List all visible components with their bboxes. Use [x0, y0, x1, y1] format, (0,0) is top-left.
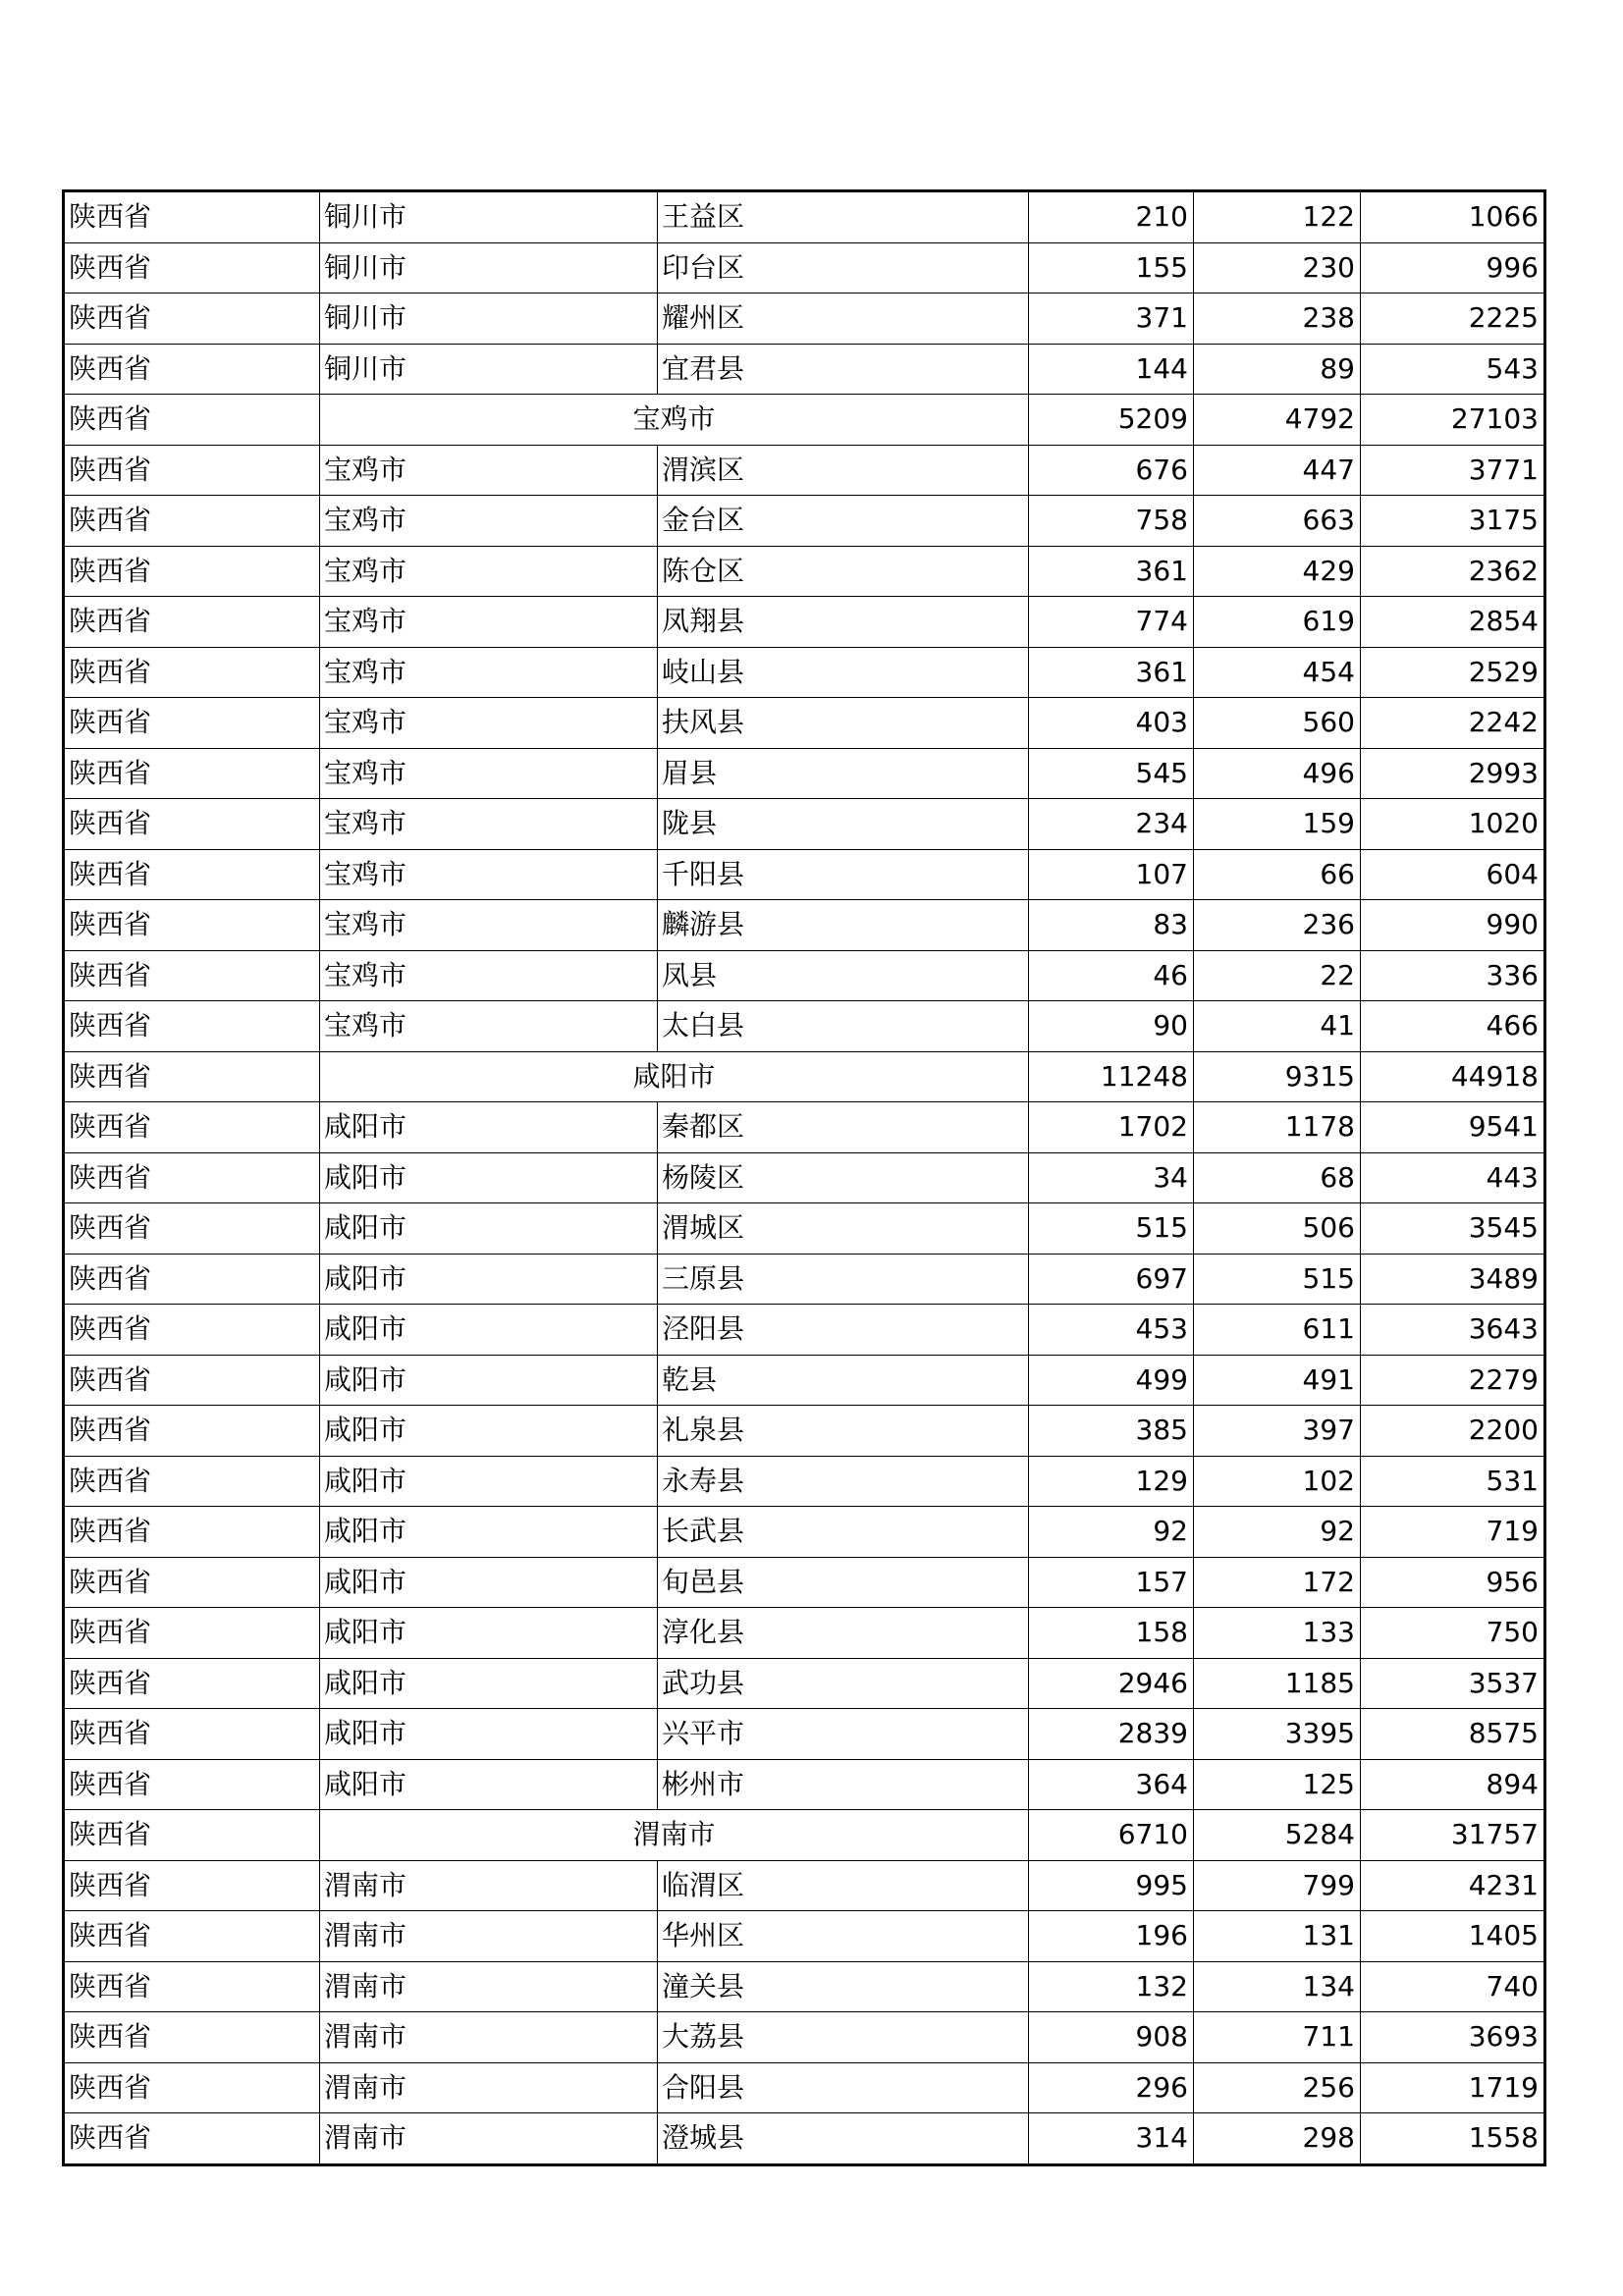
value-cell-2: 447: [1194, 445, 1361, 496]
table-row: [64, 344, 1545, 395]
value-cell-3: 3489: [1361, 1254, 1545, 1305]
value-cell-3: 543: [1361, 344, 1545, 395]
table-row: [64, 445, 1545, 496]
value-cell-2: 159: [1194, 799, 1361, 850]
value-cell-3: 466: [1361, 1001, 1545, 1052]
city-cell: 咸阳市: [320, 1608, 658, 1659]
province-cell: 陕西省: [64, 698, 320, 749]
value-cell-3: 956: [1361, 1557, 1545, 1608]
value-cell-2: 1178: [1194, 1102, 1361, 1153]
province-cell: 陕西省: [64, 1759, 320, 1810]
value-cell-2: 496: [1194, 748, 1361, 799]
value-cell-2: 236: [1194, 900, 1361, 951]
value-cell-1: 1702: [1029, 1102, 1194, 1153]
value-cell-2: 89: [1194, 344, 1361, 395]
province-cell: 陕西省: [64, 950, 320, 1001]
province-cell: 陕西省: [64, 344, 320, 395]
table-row: [64, 1860, 1545, 1911]
value-cell-1: 34: [1029, 1152, 1194, 1203]
city-cell: 咸阳市: [320, 1456, 658, 1507]
district-cell: 扶风县: [658, 698, 1029, 749]
district-cell: 王益区: [658, 191, 1029, 243]
city-subtotal-cell: 咸阳市: [320, 1051, 1029, 1102]
value-cell-2: 131: [1194, 1911, 1361, 1962]
value-cell-3: 3545: [1361, 1203, 1545, 1255]
value-cell-3: 2242: [1361, 698, 1545, 749]
district-cell: 旬邑县: [658, 1557, 1029, 1608]
value-cell-1: 361: [1029, 647, 1194, 698]
value-cell-2: 711: [1194, 2012, 1361, 2063]
district-cell: 武功县: [658, 1658, 1029, 1709]
value-cell-1: 92: [1029, 1507, 1194, 1558]
value-cell-3: 2993: [1361, 748, 1545, 799]
subtotal-row: [64, 1051, 1545, 1102]
city-cell: 咸阳市: [320, 1557, 658, 1608]
table-row: [64, 1305, 1545, 1356]
value-cell-2: 560: [1194, 698, 1361, 749]
table-row: [64, 597, 1545, 648]
city-cell: 宝鸡市: [320, 799, 658, 850]
table-row: [64, 1456, 1545, 1507]
value-cell-1: 234: [1029, 799, 1194, 850]
city-cell: 渭南市: [320, 2012, 658, 2063]
subtotal-row: [64, 395, 1545, 446]
province-cell: 陕西省: [64, 1254, 320, 1305]
city-subtotal-cell: 宝鸡市: [320, 395, 1029, 446]
table-row: [64, 1001, 1545, 1052]
province-cell: 陕西省: [64, 1961, 320, 2012]
district-cell: 印台区: [658, 242, 1029, 294]
city-cell: 咸阳市: [320, 1759, 658, 1810]
value-cell-3: 2854: [1361, 597, 1545, 648]
district-cell: 永寿县: [658, 1456, 1029, 1507]
value-cell-1: 2946: [1029, 1658, 1194, 1709]
value-cell-1: 995: [1029, 1860, 1194, 1911]
city-cell: 咸阳市: [320, 1406, 658, 1457]
value-cell-2: 68: [1194, 1152, 1361, 1203]
table-row: [64, 1911, 1545, 1962]
value-cell-3: 2279: [1361, 1355, 1545, 1406]
province-cell: 陕西省: [64, 799, 320, 850]
district-cell: 杨陵区: [658, 1152, 1029, 1203]
province-cell: 陕西省: [64, 1305, 320, 1356]
district-cell: 太白县: [658, 1001, 1029, 1052]
city-cell: 咸阳市: [320, 1355, 658, 1406]
value-cell-1: 90: [1029, 1001, 1194, 1052]
province-cell: 陕西省: [64, 2113, 320, 2165]
value-cell-2: 133: [1194, 1608, 1361, 1659]
province-cell: 陕西省: [64, 1860, 320, 1911]
city-cell: 宝鸡市: [320, 597, 658, 648]
value-cell-2: 663: [1194, 496, 1361, 547]
province-cell: 陕西省: [64, 1911, 320, 1962]
value-cell-3: 1405: [1361, 1911, 1545, 1962]
city-cell: 咸阳市: [320, 1658, 658, 1709]
table-row: [64, 546, 1545, 597]
value-cell-3: 27103: [1361, 395, 1545, 446]
value-cell-3: 3643: [1361, 1305, 1545, 1356]
value-cell-2: 134: [1194, 1961, 1361, 2012]
table-row: [64, 2113, 1545, 2165]
city-cell: 咸阳市: [320, 1152, 658, 1203]
value-cell-2: 5284: [1194, 1810, 1361, 1861]
district-cell: 千阳县: [658, 849, 1029, 900]
province-cell: 陕西省: [64, 2062, 320, 2113]
table-row: [64, 849, 1545, 900]
district-cell: 金台区: [658, 496, 1029, 547]
value-cell-1: 144: [1029, 344, 1194, 395]
table-row: [64, 1507, 1545, 1558]
province-cell: 陕西省: [64, 445, 320, 496]
city-cell: 宝鸡市: [320, 546, 658, 597]
value-cell-3: 719: [1361, 1507, 1545, 1558]
value-cell-3: 31757: [1361, 1810, 1545, 1861]
table-row: [64, 799, 1545, 850]
table-row: [64, 1102, 1545, 1153]
city-cell: 咸阳市: [320, 1102, 658, 1153]
city-cell: 宝鸡市: [320, 950, 658, 1001]
subtotal-row: [64, 1810, 1545, 1861]
value-cell-2: 611: [1194, 1305, 1361, 1356]
city-cell: 宝鸡市: [320, 849, 658, 900]
city-cell: 宝鸡市: [320, 647, 658, 698]
value-cell-3: 1719: [1361, 2062, 1545, 2113]
value-cell-2: 66: [1194, 849, 1361, 900]
table-row: [64, 748, 1545, 799]
city-subtotal-cell: 渭南市: [320, 1810, 1029, 1861]
value-cell-2: 799: [1194, 1860, 1361, 1911]
value-cell-1: 453: [1029, 1305, 1194, 1356]
province-cell: 陕西省: [64, 647, 320, 698]
district-cell: 华州区: [658, 1911, 1029, 1962]
value-cell-2: 515: [1194, 1254, 1361, 1305]
value-cell-3: 3175: [1361, 496, 1545, 547]
province-cell: 陕西省: [64, 1557, 320, 1608]
value-cell-2: 298: [1194, 2113, 1361, 2165]
district-cell: 澄城县: [658, 2113, 1029, 2165]
province-cell: 陕西省: [64, 1507, 320, 1558]
city-cell: 渭南市: [320, 2062, 658, 2113]
value-cell-3: 2225: [1361, 294, 1545, 345]
city-cell: 宝鸡市: [320, 445, 658, 496]
value-cell-2: 397: [1194, 1406, 1361, 1457]
value-cell-2: 506: [1194, 1203, 1361, 1255]
value-cell-3: 740: [1361, 1961, 1545, 2012]
value-cell-1: 296: [1029, 2062, 1194, 2113]
table-row: [64, 1406, 1545, 1457]
value-cell-3: 3537: [1361, 1658, 1545, 1709]
value-cell-1: 545: [1029, 748, 1194, 799]
value-cell-1: 361: [1029, 546, 1194, 597]
value-cell-1: 676: [1029, 445, 1194, 496]
value-cell-3: 1066: [1361, 191, 1545, 243]
city-cell: 渭南市: [320, 1911, 658, 1962]
district-cell: 大荔县: [658, 2012, 1029, 2063]
province-cell: 陕西省: [64, 1658, 320, 1709]
value-cell-3: 604: [1361, 849, 1545, 900]
value-cell-2: 256: [1194, 2062, 1361, 2113]
city-cell: 宝鸡市: [320, 748, 658, 799]
value-cell-3: 1020: [1361, 799, 1545, 850]
value-cell-1: 515: [1029, 1203, 1194, 1255]
value-cell-3: 443: [1361, 1152, 1545, 1203]
district-cell: 宜君县: [658, 344, 1029, 395]
value-cell-1: 314: [1029, 2113, 1194, 2165]
city-cell: 咸阳市: [320, 1305, 658, 1356]
value-cell-2: 429: [1194, 546, 1361, 597]
city-cell: 渭南市: [320, 1961, 658, 2012]
value-cell-2: 125: [1194, 1759, 1361, 1810]
district-cell: 长武县: [658, 1507, 1029, 1558]
city-cell: 咸阳市: [320, 1507, 658, 1558]
value-cell-1: 196: [1029, 1911, 1194, 1962]
value-cell-1: 155: [1029, 242, 1194, 294]
value-cell-3: 894: [1361, 1759, 1545, 1810]
value-cell-1: 6710: [1029, 1810, 1194, 1861]
value-cell-1: 46: [1029, 950, 1194, 1001]
province-cell: 陕西省: [64, 2012, 320, 2063]
value-cell-3: 996: [1361, 242, 1545, 294]
city-cell: 铜川市: [320, 344, 658, 395]
value-cell-3: 2362: [1361, 546, 1545, 597]
value-cell-3: 9541: [1361, 1102, 1545, 1153]
value-cell-1: 158: [1029, 1608, 1194, 1659]
province-cell: 陕西省: [64, 191, 320, 243]
value-cell-2: 230: [1194, 242, 1361, 294]
district-cell: 礼泉县: [658, 1406, 1029, 1457]
city-cell: 宝鸡市: [320, 496, 658, 547]
province-cell: 陕西省: [64, 1406, 320, 1457]
value-cell-1: 758: [1029, 496, 1194, 547]
value-cell-2: 491: [1194, 1355, 1361, 1406]
district-cell: 彬州市: [658, 1759, 1029, 1810]
value-cell-1: 908: [1029, 2012, 1194, 2063]
district-cell: 渭城区: [658, 1203, 1029, 1255]
province-cell: 陕西省: [64, 1810, 320, 1861]
value-cell-2: 92: [1194, 1507, 1361, 1558]
district-cell: 临渭区: [658, 1860, 1029, 1911]
table-row: [64, 950, 1545, 1001]
table-row: [64, 1355, 1545, 1406]
value-cell-1: 210: [1029, 191, 1194, 243]
value-cell-1: 403: [1029, 698, 1194, 749]
value-cell-2: 454: [1194, 647, 1361, 698]
province-cell: 陕西省: [64, 1203, 320, 1255]
city-cell: 铜川市: [320, 294, 658, 345]
value-cell-3: 750: [1361, 1608, 1545, 1659]
province-cell: 陕西省: [64, 1456, 320, 1507]
value-cell-1: 364: [1029, 1759, 1194, 1810]
value-cell-1: 5209: [1029, 395, 1194, 446]
value-cell-2: 102: [1194, 1456, 1361, 1507]
city-cell: 宝鸡市: [320, 900, 658, 951]
value-cell-2: 1185: [1194, 1658, 1361, 1709]
district-cell: 眉县: [658, 748, 1029, 799]
value-cell-1: 83: [1029, 900, 1194, 951]
value-cell-1: 2839: [1029, 1709, 1194, 1760]
value-cell-2: 122: [1194, 191, 1361, 243]
province-cell: 陕西省: [64, 496, 320, 547]
value-cell-1: 129: [1029, 1456, 1194, 1507]
city-cell: 宝鸡市: [320, 698, 658, 749]
table-row: [64, 1557, 1545, 1608]
district-cell: 凤翔县: [658, 597, 1029, 648]
province-cell: 陕西省: [64, 395, 320, 446]
table-row: [64, 1152, 1545, 1203]
district-cell: 岐山县: [658, 647, 1029, 698]
value-cell-1: 697: [1029, 1254, 1194, 1305]
table-row: [64, 496, 1545, 547]
province-cell: 陕西省: [64, 748, 320, 799]
value-cell-2: 4792: [1194, 395, 1361, 446]
table-row: [64, 1961, 1545, 2012]
value-cell-1: 157: [1029, 1557, 1194, 1608]
table-body: [64, 191, 1545, 2165]
province-cell: 陕西省: [64, 1709, 320, 1760]
value-cell-3: 3693: [1361, 2012, 1545, 2063]
district-cell: 淳化县: [658, 1608, 1029, 1659]
value-cell-3: 8575: [1361, 1709, 1545, 1760]
district-cell: 兴平市: [658, 1709, 1029, 1760]
value-cell-3: 2200: [1361, 1406, 1545, 1457]
value-cell-3: 4231: [1361, 1860, 1545, 1911]
district-cell: 渭滨区: [658, 445, 1029, 496]
value-cell-1: 499: [1029, 1355, 1194, 1406]
data-table: [62, 189, 1546, 2166]
value-cell-1: 11248: [1029, 1051, 1194, 1102]
table-row: [64, 900, 1545, 951]
table-row: [64, 2012, 1545, 2063]
province-cell: 陕西省: [64, 1608, 320, 1659]
table-row: [64, 191, 1545, 243]
city-cell: 渭南市: [320, 2113, 658, 2165]
province-cell: 陕西省: [64, 597, 320, 648]
city-cell: 咸阳市: [320, 1709, 658, 1760]
district-cell: 潼关县: [658, 1961, 1029, 2012]
value-cell-3: 990: [1361, 900, 1545, 951]
value-cell-3: 44918: [1361, 1051, 1545, 1102]
value-cell-2: 172: [1194, 1557, 1361, 1608]
province-cell: 陕西省: [64, 294, 320, 345]
city-cell: 咸阳市: [320, 1203, 658, 1255]
province-cell: 陕西省: [64, 546, 320, 597]
value-cell-3: 336: [1361, 950, 1545, 1001]
district-cell: 陈仓区: [658, 546, 1029, 597]
value-cell-3: 1558: [1361, 2113, 1545, 2165]
value-cell-2: 41: [1194, 1001, 1361, 1052]
province-cell: 陕西省: [64, 242, 320, 294]
city-cell: 渭南市: [320, 1860, 658, 1911]
district-cell: 麟游县: [658, 900, 1029, 951]
value-cell-1: 132: [1029, 1961, 1194, 2012]
district-cell: 陇县: [658, 799, 1029, 850]
district-cell: 合阳县: [658, 2062, 1029, 2113]
district-cell: 三原县: [658, 1254, 1029, 1305]
table-row: [64, 294, 1545, 345]
value-cell-3: 531: [1361, 1456, 1545, 1507]
value-cell-2: 619: [1194, 597, 1361, 648]
value-cell-1: 385: [1029, 1406, 1194, 1457]
value-cell-1: 107: [1029, 849, 1194, 900]
province-cell: 陕西省: [64, 1152, 320, 1203]
city-cell: 铜川市: [320, 191, 658, 243]
table-row: [64, 1203, 1545, 1255]
district-cell: 秦都区: [658, 1102, 1029, 1153]
value-cell-2: 22: [1194, 950, 1361, 1001]
table-row: [64, 1608, 1545, 1659]
city-cell: 铜川市: [320, 242, 658, 294]
province-cell: 陕西省: [64, 1102, 320, 1153]
city-cell: 咸阳市: [320, 1254, 658, 1305]
table-row: [64, 698, 1545, 749]
district-cell: 耀州区: [658, 294, 1029, 345]
table-row: [64, 2062, 1545, 2113]
province-cell: 陕西省: [64, 1001, 320, 1052]
province-cell: 陕西省: [64, 900, 320, 951]
value-cell-3: 3771: [1361, 445, 1545, 496]
value-cell-2: 3395: [1194, 1709, 1361, 1760]
district-cell: 乾县: [658, 1355, 1029, 1406]
table-row: [64, 1759, 1545, 1810]
table-row: [64, 647, 1545, 698]
district-cell: 凤县: [658, 950, 1029, 1001]
value-cell-1: 371: [1029, 294, 1194, 345]
city-cell: 宝鸡市: [320, 1001, 658, 1052]
table-row: [64, 1658, 1545, 1709]
province-cell: 陕西省: [64, 1051, 320, 1102]
province-cell: 陕西省: [64, 849, 320, 900]
value-cell-1: 774: [1029, 597, 1194, 648]
value-cell-3: 2529: [1361, 647, 1545, 698]
value-cell-2: 9315: [1194, 1051, 1361, 1102]
district-cell: 泾阳县: [658, 1305, 1029, 1356]
province-cell: 陕西省: [64, 1355, 320, 1406]
table-row: [64, 1254, 1545, 1305]
value-cell-2: 238: [1194, 294, 1361, 345]
table-row: [64, 242, 1545, 294]
table-row: [64, 1709, 1545, 1760]
